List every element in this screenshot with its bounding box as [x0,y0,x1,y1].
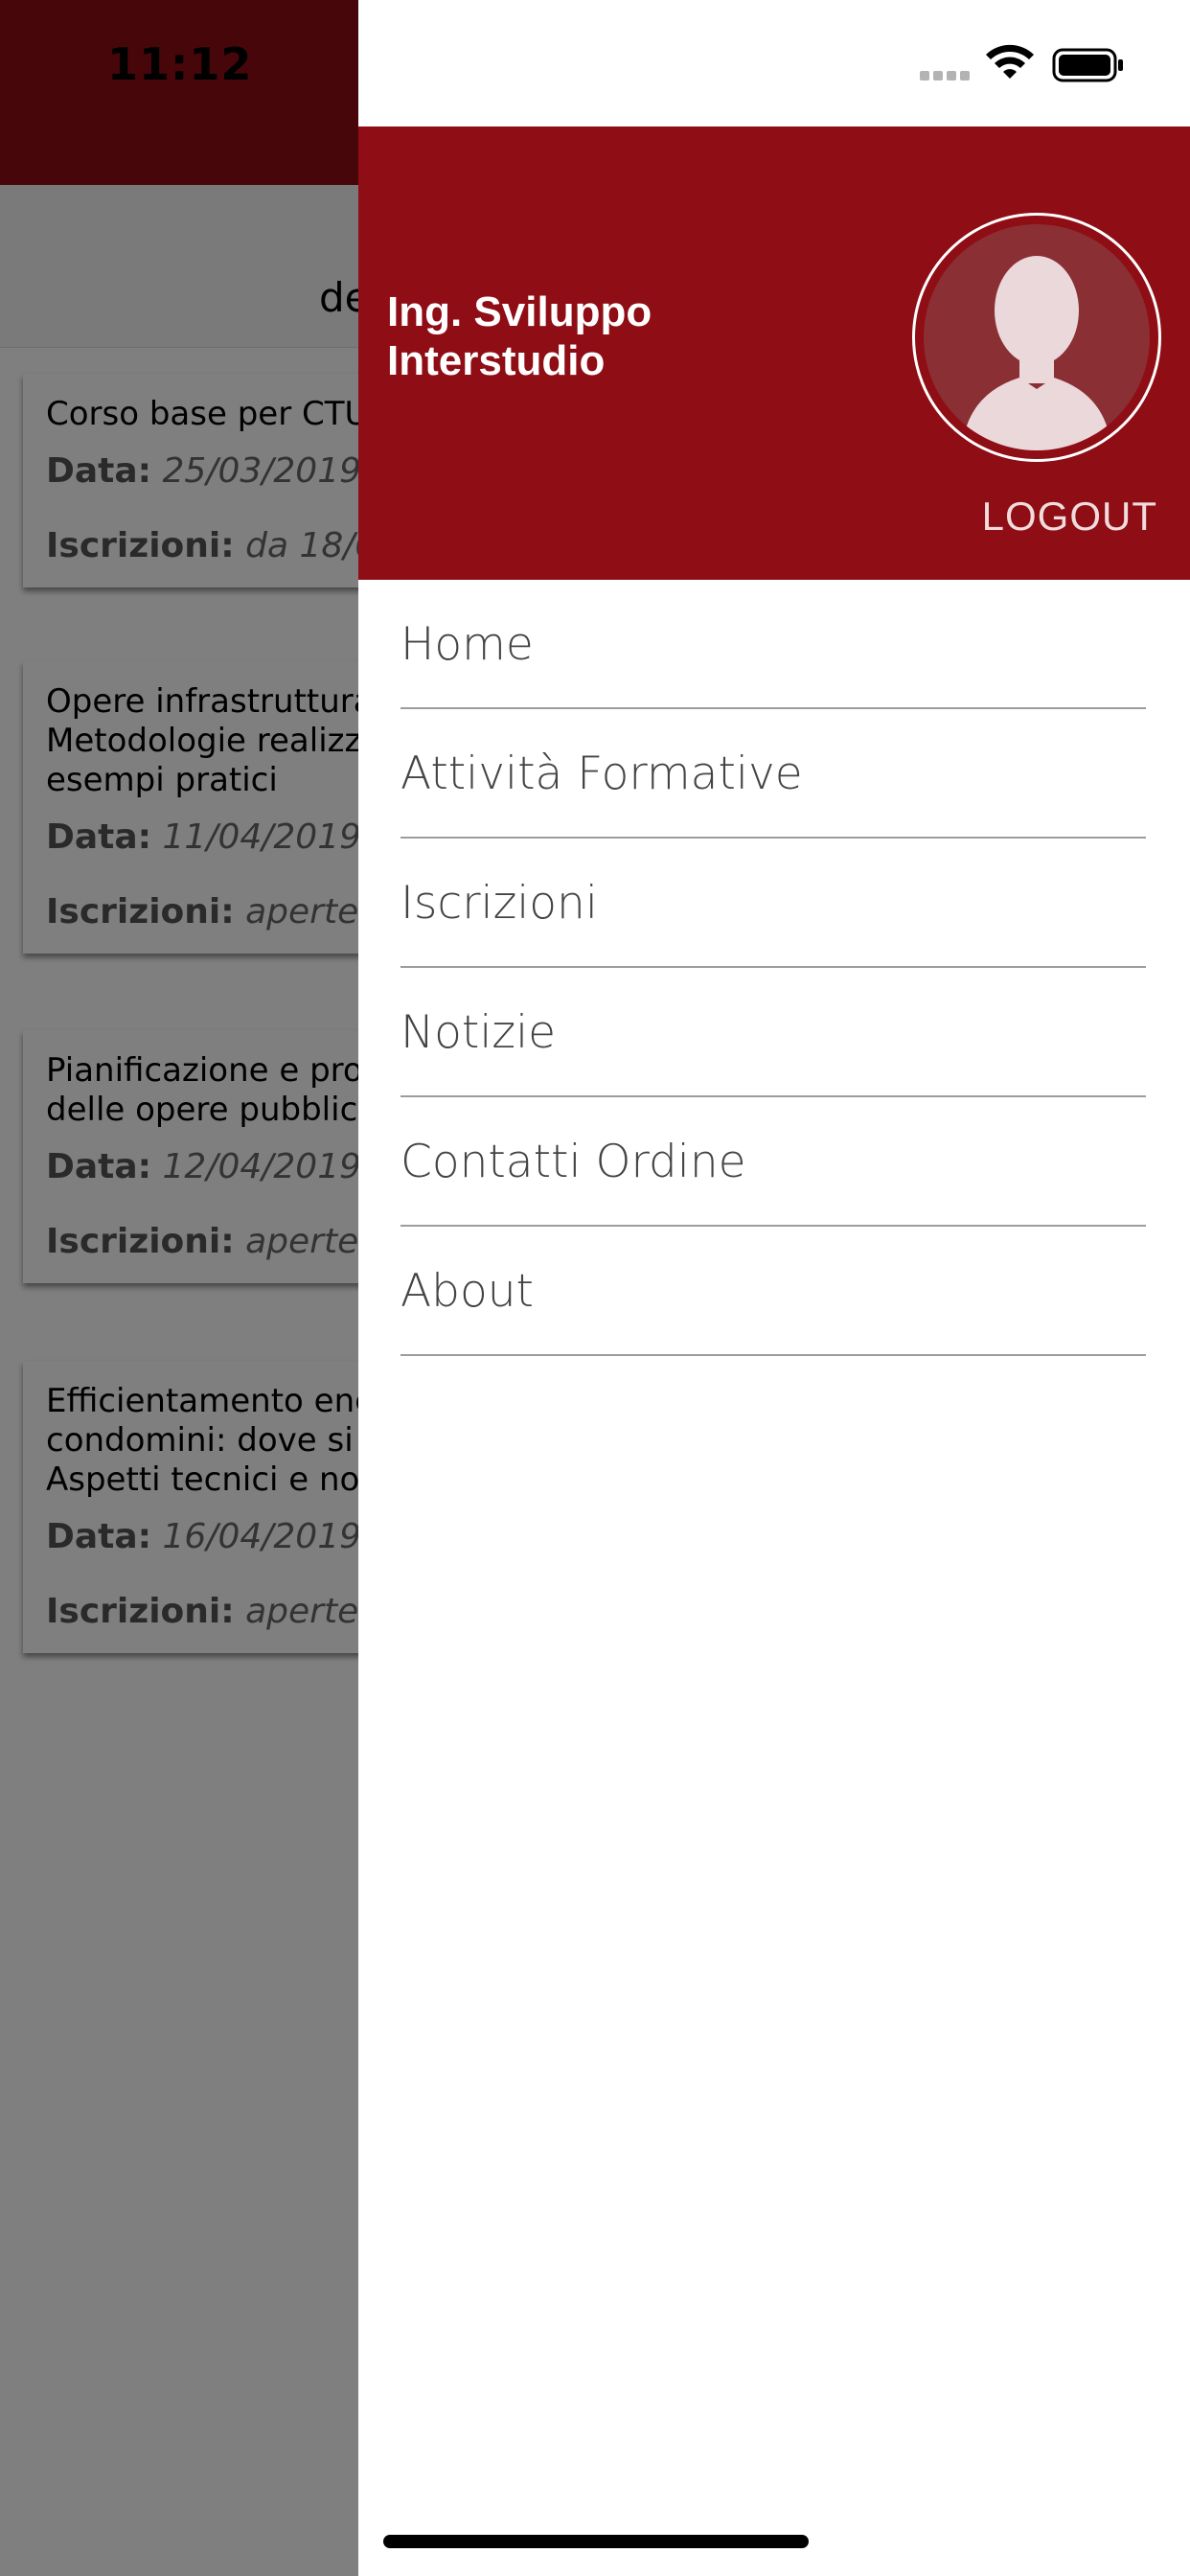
menu-item-about[interactable] [400,1227,1146,1356]
menu-item-label: Contatti Ordine [400,1136,746,1188]
menu-item-contatti-ordine[interactable] [400,1097,1146,1227]
menu-item-label: Iscrizioni [400,877,598,930]
navigation-drawer [358,0,1190,2576]
menu-item-label: Notizie [400,1006,557,1059]
menu-item-attivita-formative[interactable] [400,709,1146,839]
battery-icon [1052,48,1125,82]
wifi-icon [985,44,1035,82]
drawer-menu [400,580,1146,1356]
logout-button[interactable]: LOGOUT [981,494,1157,539]
menu-item-label: About [400,1265,534,1318]
drawer-header [358,126,1190,580]
user-name: Ing. Sviluppo Interstudio [387,288,652,384]
home-indicator[interactable] [383,2535,809,2548]
user-silhouette-icon [924,224,1150,450]
menu-item-label: Attività Formative [400,748,803,800]
cellular-signal-icon [933,71,943,80]
menu-item-label: Home [400,618,534,671]
status-bar [358,0,1190,126]
cellular-signal-icon [947,71,956,80]
menu-item-home[interactable] [400,580,1146,709]
avatar[interactable] [912,213,1161,462]
menu-item-iscrizioni[interactable] [400,839,1146,968]
cellular-signal-icon [920,71,929,80]
cellular-signal-icon [960,71,970,80]
menu-item-notizie[interactable] [400,968,1146,1097]
